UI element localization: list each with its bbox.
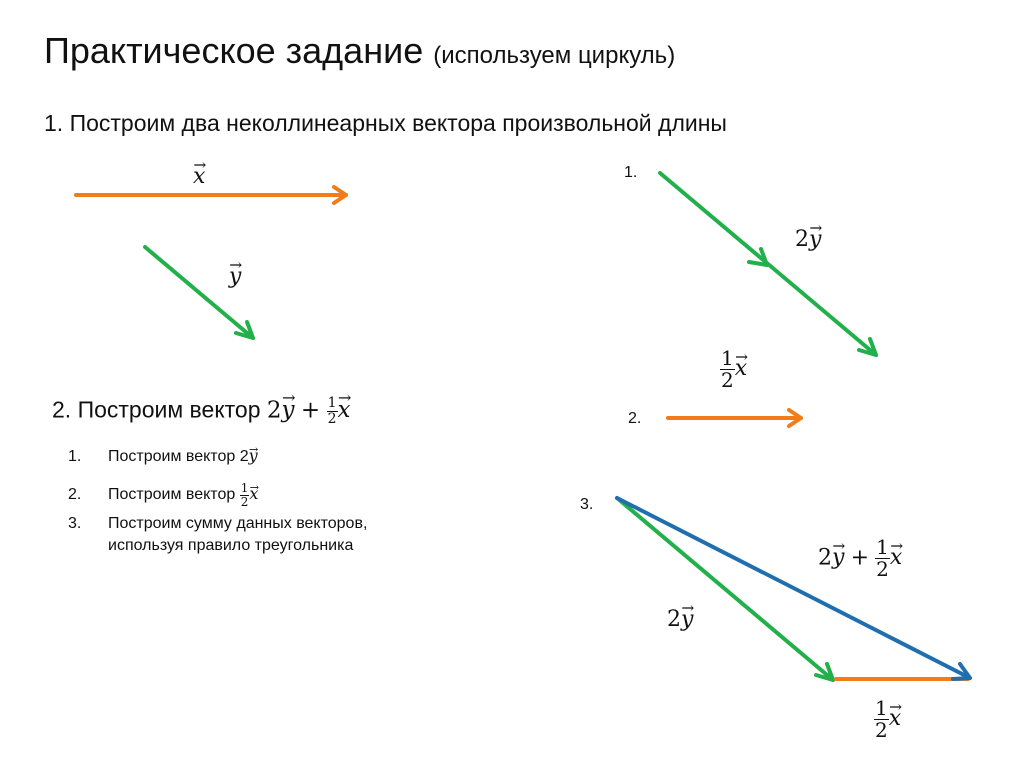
substep-1: 1. Построим вектор 2→ y: [68, 446, 258, 467]
construction-1-2y: [660, 173, 876, 355]
substep-3-cont: используя правило треугольника: [108, 537, 354, 554]
substep-1-y: → y: [249, 446, 258, 466]
substep-2-x: → x: [249, 484, 258, 504]
construction-3-triangle: [617, 498, 970, 680]
construction-step-2-num: 2.: [628, 410, 642, 427]
label-half-x-construction-3: $\frac{1}{2}$ → x: [874, 698, 901, 741]
title-sub: (используем циркуль): [433, 42, 676, 69]
construction-step-3-num: 3.: [580, 496, 594, 513]
step-1-heading: 1. Построим два неколлинеарных вектора произвольной длины: [44, 110, 727, 136]
label-vector-x: → x: [193, 164, 205, 189]
label-sum-vector: 2→ y + $\frac{1}{2}$ → x: [818, 537, 902, 580]
label-half-x-construction-2: $\frac{1}{2}$ → x: [720, 348, 747, 391]
construction-2-half-x: [668, 410, 801, 426]
step-2-plus: +: [300, 397, 321, 424]
step-2-fraction: $\frac{1}{2}$: [327, 395, 337, 427]
label-vector-y: → y: [229, 264, 241, 289]
title-main: Практическое задание: [44, 30, 424, 71]
vector-x-arrow: [76, 187, 346, 203]
substep-2: 2. Построим вектор $\frac{1}{2}$ → x: [68, 482, 258, 508]
label-2y-construction-3: 2→ y: [667, 606, 693, 632]
label-2y-construction-1: 2→ y: [795, 226, 821, 252]
step-2-text: 2. Построим вектор: [52, 396, 261, 423]
construction-step-1-num: 1.: [624, 164, 638, 181]
step-2-y: → y: [282, 397, 295, 423]
substep-2-fraction: $\frac{1}{2}$: [240, 481, 249, 509]
substep-3: 3. Построим сумму данных векторов,: [68, 515, 368, 532]
step-2-coef: 2: [266, 397, 282, 424]
step-2-x: → x: [338, 397, 351, 423]
